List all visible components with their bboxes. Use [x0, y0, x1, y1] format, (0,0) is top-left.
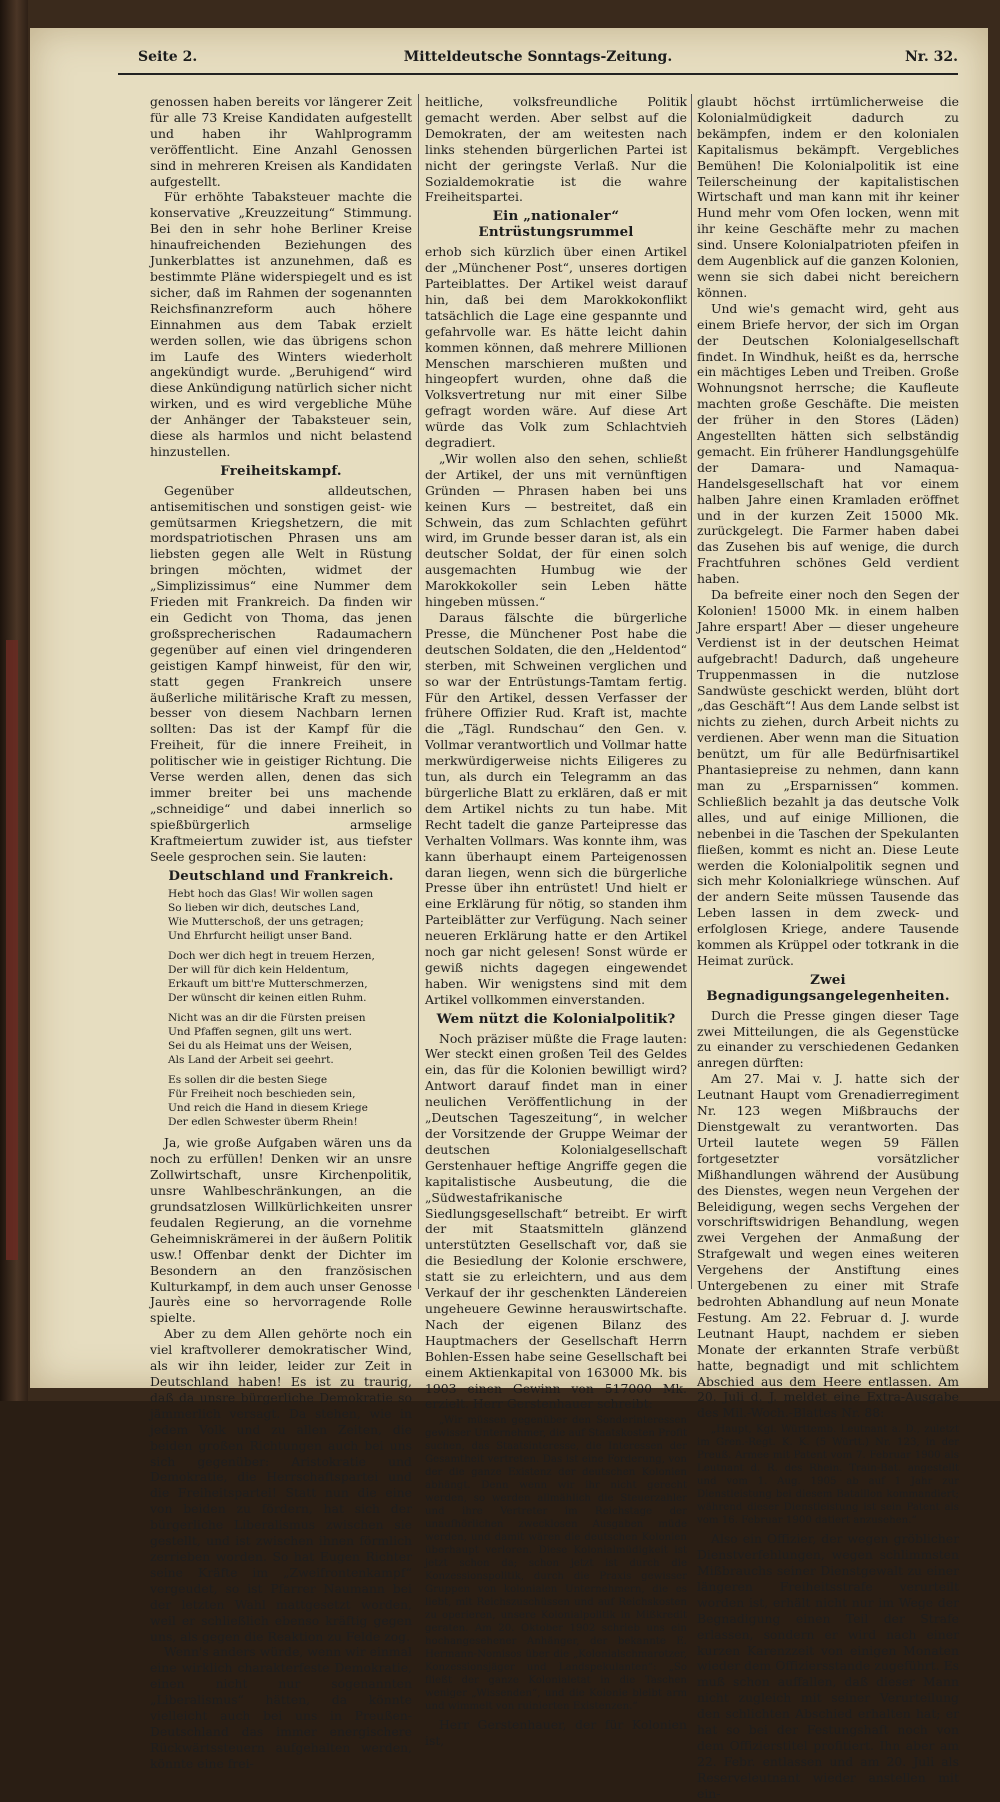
paragraph: erhob sich kürzlich über einen Artikel der „Münchener Post“, unseres dortigen Parteiblattes. Der Artikel weist darauf hin, daß bei dem Marokkokonflikt tatsächlich die Lage eine gespannte und gefahrvolle war. Es hätte leicht dahin kommen können, daß mehrere Millionen Menschen marschieren mußten und hingeopfert wurden, ohne daß die Volksvertretung nur mit einer Silbe gefragt worden wäre. Auf diese Art würde das Volk zum Schlachtvieh degradiert.	[425, 244, 687, 451]
poem-line: Und Pfaffen segnen, gilt uns wert.	[168, 1026, 353, 1039]
poem-stanza	[168, 1073, 412, 1129]
poem-line: Doch wer dich hegt in treuem Herzen,	[168, 950, 375, 963]
column-1	[150, 94, 412, 1771]
newspaper-title: Mitteldeutsche Sonntags-Zeitung.	[403, 49, 673, 65]
poem-line: Als Land der Arbeit sei geehrt.	[168, 1054, 334, 1067]
poem-stanza	[168, 1011, 412, 1067]
paragraph: Herr Gerstenhauer, der für Kolonien ist,	[425, 1717, 687, 1749]
paragraph: Für erhöhte Tabaksteuer machte die konservative „Kreuzzeitung“ Stimmung. Bei den in sehr hohe Berliner Kreise hinaufreichenden Beziehungen des Junkerblattes ist anzunehmen, daß es bestimmte Pläne widerspiegelt und es ist sicher, daß im Rahmen der sogenannten Reichsfinanzreform auch höhere Einnahmen aus dem Tabak erzielt werden sollen, wie das übrigens schon im Laufe des Winters wiederholt angekündigt wurde. „Beruhigend“ wird diese Ankündigung natürlich sicher nicht wirken, und es wird vergebliche Mühe der Anhänger der Tabaksteuer sein, diese als harmlos und nicht belastend hinzustellen.	[150, 189, 412, 459]
column-rule-1	[418, 94, 419, 1289]
binding-stripe	[6, 640, 18, 1260]
paragraph: Also ein Offizier, der wegen gröblicher Dienstverfehlungen, wegen schlimmsten Mißbrauchs seiner Dienstgewalt zu einer längeren Freiheitsstrafe verurteilt worden ist, erhält nicht nur im Wege der Begnadigung einen Teil der Strafe erlassen, sondern er wird nach einer kurzen Karenzzeit von einigen Monaten wieder dem Offiziersstande zugeführt. Es muß schon auffallen, daß dieser Mann nicht zugleich mit seiner Verurteilung den schlichten Abschied erhalten hat; er hat so bei der Festungshaft noch von dem Offizierstitel profitiert. Ihn aber am 22. Febr. entlassen und am 20. Juli als Reserveleutnant wieder anstellen mit ein-	[697, 1531, 959, 1801]
section-heading: Wem nützt die Kolonialpolitik?	[436, 1010, 676, 1027]
section-heading: Zwei Begnadigungsangelegenheiten.	[706, 971, 950, 1004]
paragraph: Wenn's anders würde, wenn wir einmal eine wirklich charakterfeste Demokratie, einen nicht nur sogenannten „Liberalismus“ hätten, da könnte vielleicht auch bei uns in Preußen-Deutschland das immer energischere Rückwärtssteuern aufgehalten werden, könnte eine frei-	[150, 1644, 412, 1771]
paragraph: Durch die Presse gingen dieser Tage zwei Mitteilungen, die als Gegenstücke zu einander zu verschiedenen Gedanken anregen dürften:	[697, 1007, 959, 1071]
poem-line: Der wünscht dir keinen eitlen Ruhm.	[168, 992, 367, 1005]
poem-line: Der will für dich kein Heldentum,	[168, 964, 349, 977]
poem-line: Wie Mutterschoß, der uns getragen;	[168, 916, 364, 929]
poem-line: Hebt hoch das Glas! Wir wollen sagen	[168, 888, 374, 901]
poem	[168, 887, 412, 1129]
paragraph: genossen haben bereits vor längerer Zeit für alle 73 Kreise Kandidaten aufgestellt und haben ihr Wahlprogramm veröffentlicht. Eine Anzahl Genossen sind in mehreren Kreisen als Kandidaten aufgestellt.	[150, 94, 412, 189]
poem-line: Und Ehrfurcht heiligt unser Band.	[168, 930, 353, 943]
section-heading: Freiheitskampf.	[220, 462, 342, 479]
issue-number: Nr. 32.	[905, 49, 958, 65]
paragraph: glaubt höchst irrtümlicherweise die Kolonialmüdigkeit dadurch zu bekämpfen, indem er den kolonialen Kapitalismus bekämpft. Vergebliches Bemühen! Die Kolonialpolitik ist eine Teilerscheinung der kapitalistischen Wirtschaft und man kann mit ihr keiner Hund mehr vom Ofen locken, wenn mit ihr keine Geschäfte mehr zu machen sind. Unsere Kolonialpatrioten pfeifen in dem Augenblick auf die ganzen Kolonien, wenn sie sich dabei nicht bereichern können.	[697, 94, 959, 300]
page-number: Seite 2.	[138, 49, 198, 65]
poem-line: Nicht was an dir die Fürsten preisen	[168, 1012, 366, 1025]
section-heading: Ein „nationaler“ Entrüstungsrummel	[478, 208, 634, 241]
column-rule-2	[691, 94, 692, 1289]
poem-stanza	[168, 949, 412, 1005]
paragraph: heitliche, volksfreundliche Politik gemacht werden. Aber selbst auf die Demokraten, der am weitesten nach links stehenden bürgerlichen Partei ist nicht der geringste Verlaß. Nur die Sozialdemokratie ist die wahre Freiheitspartei.	[425, 94, 687, 205]
poem-line: Sei du als Heimat uns der Weisen,	[168, 1040, 353, 1053]
column-2	[425, 94, 687, 1749]
paragraph: „Wir wollen also den sehen, schließt der Artikel, der uns mit vernünftigen Gründen — Phrasen haben bei uns keinen Kurs — bestreitet, daß ein Schwein, das zum Schlachten geführt wird, im Grunde besser daran ist, als ein deutscher Soldat, der für einen solch ausgemachten Humbug wie der Marokkokoller sein Leben hätte hingeben müssen.“	[425, 450, 687, 610]
poem-line: Erkauft um bitt're Mutterschmerzen,	[168, 978, 368, 991]
page-header	[118, 47, 958, 75]
poem-line: So lieben wir dich, deutsches Land,	[168, 902, 360, 915]
paragraph: Und wie's gemacht wird, geht aus einem Briefe hervor, der sich im Organ der Deutschen Kolonialgesellschaft findet. In Windhuk, heißt es da, herrsche ein mächtiges Leben und Treiben. Große Wohnungsnot herrsche; die Kaufleute machten große Geschäfte. Die meisten der früher in den Stores (Läden) Angestellten hätten sich selbständig gemacht. Ein früherer Handlungsgehülfe der Damara- und Namaqua-Handelsgesellschaft hat vor einem halben Jahre einen Kramladen eröffnet und in der kurzen Zeit 15000 Mk. zurückgelegt. Die Farmer haben dabei das Zusehen bis auf wenige, die durch Frachtfuhren schönes Geld verdient haben.	[697, 300, 959, 587]
poem-line: Es sollen dir die besten Siege	[168, 1074, 328, 1087]
paragraph: Ja, wie große Aufgaben wären uns da noch zu erfüllen! Denken wir an unsre Zollwirtschaft, unsre Kirchenpolitik, unsre Wahlbeschränkungen, an die grundsatzlosen Willkürlichkeiten unsrer feudalen Regierung, an die vornehme Geheimniskrämerei in der äußern Politik usw.! Offenbar denkt der Dichter im Besondern an den französischen Kulturkampf, in dem auch unser Genosse Jaurès eine so hervorragende Rolle spielte.	[150, 1135, 412, 1326]
paragraph: Da befreite einer noch den Segen der Kolonien! 15000 Mk. in einem halben Jahre erspart! Aber — dieser ungeheure Verdienst ist in der deutschen Heimat aufgebracht! Dadurch, daß ungeheure Truppenmassen in die nutzlose Sandwüste geschickt werden, blüht dort „das Geschäft“! Aus dem Lande selbst ist nichts zu ziehen, durch Arbeit nichts zu verdienen. Aber wenn man die Situation benützt, um für alle Bedürfnisartikel Phantasiepreise zu nehmen, dann kann man zu „Ersparnissen“ kommen. Schließlich bezahlt ja das deutsche Volk alles, und auf einige Millionen, die nebenbei in die Taschen der Spekulanten fließen, kommt es nicht an. Diese Leute werden die Kolonialpolitik segnen und sich mehr Kolonialkriege wünschen. Auf der andern Seite müssen Tausende das Leben lassen in dem zweck- und erfolglosen Kriege, andere Tausende kommen als Krüppel oder totkrank in die Heimat zurück.	[697, 587, 959, 968]
poem-stanza	[168, 887, 412, 943]
paragraph: Aber zu dem Allen gehörte noch ein viel kraftvollerer demokratischer Wind, als wir ihn leider, leider zur Zeit in Deutschland haben! Es ist zu traurig, daß da unsre bürgerliche Demokratie so jämmerlich versagt. Da stehen, wie in jedem Volk und zu allen Zeiten, die beiden großen Richtungen auch bei uns sich gegenüber: Aristokratie und Demokratie, die Herrschaftspartei und die Freiheitspartei! Statt nun die eine von beiden zu fördern, hat sich der bürgerliche Liberalismus zwischen sie gestellt, und ist zwischen ihnen förmlich zerrieben worden. So hat Eugen Richter seine Kräfte im „Zweifrontenkampf“ vergeudet, so ist Pfarrer Naumann bei der letzten Wahl mattgesetzt worden, weil er schließlich ebenso kräftig gegen uns, als gegen die Reaktion zu Felde zog.	[150, 1326, 412, 1644]
poem-line: Der edlen Schwester überm Rhein!	[168, 1116, 358, 1129]
poem-title: Deutschland und Frankreich.	[168, 867, 394, 884]
paragraph: Am 27. Mai v. J. hatte sich der Leutnant Haupt vom Grenadierregiment Nr. 123 wegen Mißbrauchs der Dienstgewalt zu verantworten. Das Urteil lautete wegen 59 Fällen fortgesetzter vorsätzlicher Mißhandlungen während der Ausübung des Dienstes, wegen neun Vergehen der Beleidigung, wegen sechs Vergehen der vorschriftswidrigen Behandlung, wegen zwei Vergehen der Anmaßung der Strafgewalt und wegen eines weiteren Vergehens der Anstiftung eines Untergebenen zu einer mit Strafe bedrohten Abhandlung auf neun Monate Festung. Am 22. Februar d. J. wurde Leutnant Haupt, nachdem er sieben Monate der erkannten Strafe verbüßt hatte, begnadigt und mit schlichtem Abschied aus dem Heere entlassen. Am 20. Juli d. J. meldet eine Extra-Ausgabe des Mil.-Woch.-Blattes Nr. 88:	[697, 1071, 959, 1421]
poem-line: Und reich die Hand in diesem Kriege	[168, 1102, 368, 1115]
paragraph: Gegenüber alldeutschen, antisemitischen und sonstigen geist- wie gemütsarmen Kriegshetzern, die mit mordspatriotischen Phrasen uns am liebsten gegen alle Welt in Rüstung bringen möchten, widmet der „Simplizissimus“ eine Nummer dem Frieden mit Frankreich. Da finden wir ein Gedicht von Thoma, das jenen großsprecherischen Radaumachern gegenüber auf einen viel dringenderen geistigen Kampf hinweist, für den wir, statt gegen Frankreich unsere äußerliche militärische Kraft zu messen, besser von diesem Nachbarn lernen sollten: Das ist der Kampf für die Freiheit, für die innere Freiheit, in politischer wie in geistiger Richtung. Die Verse werden allen, denen das sich immer breiter bei uns machende „schneidige“ und dabei innerlich so spießbürgerlich armselige Kraftmeiertum zuwider ist, aus tiefster Seele gesprochen sein. Sie lauten:	[150, 482, 412, 864]
block-quote: „Haupt, Kgl. Württemb. Leutnant a. D., zuletzt im Gren.-Regt. K. K. (5 Württ.) Nr. 123, in der Preuß. Armee mit Patent vom 7. Februar 1900 als Leutnant d. R. des Rhein. Train-Bat. angestellt und vom 1. Aug. 1905 ab auf 1 Jahr zur Dienstleistung bei diesem Bataillon kommandiert; während dieser Dienstleistung ist sein Patent als vom 16. Februar 1900 datiert anzusehen.“	[697, 1424, 959, 1527]
block-quote: „Wir müssen gegenüber den Sonderinteressen gewisser Unternehmer, die auf Staatskosten Profit suchen, das Staatsinteresse, die Interessen der Gesamtheit vertreten. Das ist eine Forderung, von der die ganze Existenz der deutschen Kolonien abhängt. Denn wenn wir ihr nicht gerecht werden, so werden allmählich die Steuerzahler und ihre Vertreter im Reichstage der unaufhörlichen zwecklosen Ausgaben müde werden, und damit wären die deutschen Kolonien überhaupt verloren. Diese Kolonialmüdigkeit ist jetzt schon da; schon jetzt ist durch die Konzessionspolitik, durch die Praxis gewisser Gruppen von kolonialen Unternehmern, die es liebt, mit Reichszuschüssen und auf Reichskosten zu operieren, unsere Kolonialpolitik in Mißkredit geraten. Am 20. Oktober 1902 schrieb uns ein hochangesehener Anhänger, der bekannte E. Hermann-Nomisos über die „Kolonialschmarotzer, Konzessionsjäger und Landspekulanten“: „So fließt der ganze Kolonialetat in die Taschen weniger „Wissenden“, und die Kolonie bleibt arm und wimmelt von ruinierten Existenzen.“	[425, 1415, 687, 1713]
poem-line: Für Freiheit noch beschieden sein,	[168, 1088, 356, 1101]
column-3	[697, 94, 959, 1801]
paragraph: Noch präziser müßte die Frage lauten: Wer steckt einen großen Teil des Geldes ein, das für die Kolonien bewilligt wird? Antwort darauf findet man in einer neulichen Veröffentlichung in der „Deutschen Tageszeitung“, in welcher der Vorsitzende der Gruppe Weimar der deutschen Kolonialgesellschaft Gerstenhauer heftige Angriffe gegen die kapitalistische Ausbeutung, die die „Südwestafrikanische Siedlungsgesellschaft“ betreibt. Er wirft der mit Staatsmitteln glänzend unterstützten Gesellschaft vor, daß sie die Besiedlung der Kolonie erschwere, statt sie zu erleichtern, und aus dem Verkauf der ihr geschenkten Ländereien ungeheuere Gewinne herauswirtschafte. Nach der eigenen Bilanz des Hauptmachers der Gesellschaft Herrn Bohlen-Essen habe seine Gesellschaft bei einem Aktienkapital von 163000 Mk. bis 1903 einen Gewinn von 517000 Mk. erzielt. Herr Gerstenhauer schreibt:	[425, 1030, 687, 1412]
paragraph: Daraus fälschte die bürgerliche Presse, die Münchener Post habe die deutschen Soldaten, die den „Heldentod“ sterben, mit Schweinen verglichen und so war der Entrüstungs-Tamtam fertig. Für den Artikel, dessen Verfasser der frühere Offizier Rud. Kraft ist, machte die „Tägl. Rundschau“ den Gen. v. Vollmar verantwortlich und Vollmar hatte merkwürdigerweise nichts Eiligeres zu tun, als durch ein Telegramm an das bürgerliche Blatt zu erklären, daß er mit dem Artikel nichts zu tun habe. Mit Recht tadelt die ganze Parteipresse das Verhalten Vollmars. Was konnte ihm, was kann überhaupt einem Parteigenossen daran liegen, wenn sich die bürgerliche Presse über ihn entrüstet! Und hielt er eine Erklärung für nötig, so standen ihm Parteiblätter zur Verfügung. Nach seiner neueren Erklärung hatte er den Artikel noch gar nicht gelesen! Sonst würde er gewiß nichts dagegen eingewendet haben. Wir wenigstens sind mit dem Artikel vollkommen einverstanden.	[425, 610, 687, 1007]
